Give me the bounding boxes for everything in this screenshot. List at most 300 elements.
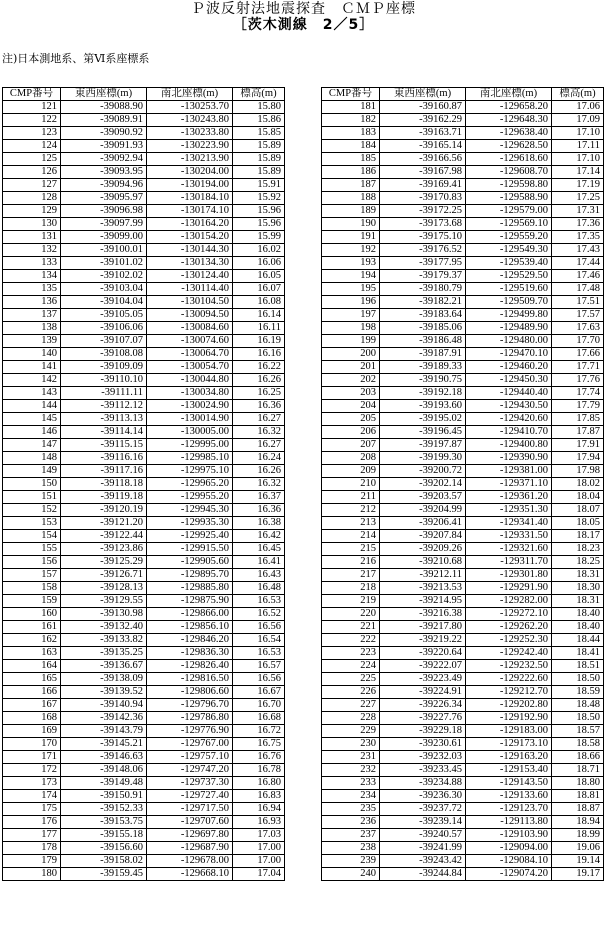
northing-cell: -130194.00 xyxy=(147,179,233,192)
northing-cell: -129836.30 xyxy=(147,647,233,660)
northing-cell: -129400.80 xyxy=(466,439,552,452)
cmp-number-cell: 151 xyxy=(3,491,61,504)
table-row xyxy=(322,218,604,231)
table-row xyxy=(3,322,285,335)
easting-cell: -39214.95 xyxy=(380,595,466,608)
elevation-cell: 18.99 xyxy=(552,829,604,842)
table-row xyxy=(3,270,285,283)
easting-cell: -39160.87 xyxy=(380,101,466,114)
northing-cell: -130114.40 xyxy=(147,283,233,296)
table-row xyxy=(3,413,285,426)
elevation-cell: 17.43 xyxy=(552,244,604,257)
cmp-number-cell: 219 xyxy=(322,595,380,608)
northing-cell: -130243.80 xyxy=(147,114,233,127)
elevation-cell: 16.43 xyxy=(233,569,285,582)
northing-cell: -129440.40 xyxy=(466,387,552,400)
easting-cell: -39150.91 xyxy=(61,790,147,803)
northing-cell: -129341.40 xyxy=(466,517,552,530)
northing-cell: -129450.30 xyxy=(466,374,552,387)
elevation-cell: 17.00 xyxy=(233,842,285,855)
easting-cell: -39212.11 xyxy=(380,569,466,582)
easting-cell: -39142.36 xyxy=(61,712,147,725)
easting-cell: -39190.75 xyxy=(380,374,466,387)
elevation-cell: 18.31 xyxy=(552,569,604,582)
cmp-number-cell: 146 xyxy=(3,426,61,439)
northing-cell: -129806.60 xyxy=(147,686,233,699)
northing-cell: -129757.10 xyxy=(147,751,233,764)
easting-cell: -39095.97 xyxy=(61,192,147,205)
cmp-number-cell: 225 xyxy=(322,673,380,686)
table-row xyxy=(3,738,285,751)
northing-cell: -130134.30 xyxy=(147,257,233,270)
easting-cell: -39230.61 xyxy=(380,738,466,751)
northing-cell: -129480.00 xyxy=(466,335,552,348)
elevation-cell: 16.67 xyxy=(233,686,285,699)
elevation-cell: 16.78 xyxy=(233,764,285,777)
page-subtitle: ［茨木測線 2／5］ xyxy=(232,17,375,33)
easting-cell: -39207.84 xyxy=(380,530,466,543)
cmp-number-cell: 184 xyxy=(322,140,380,153)
table-row xyxy=(322,738,604,751)
cmp-number-cell: 221 xyxy=(322,621,380,634)
northing-cell: -129470.10 xyxy=(466,348,552,361)
table-row xyxy=(322,491,604,504)
cmp-number-cell: 131 xyxy=(3,231,61,244)
easting-cell: -39114.14 xyxy=(61,426,147,439)
cmp-number-cell: 207 xyxy=(322,439,380,452)
easting-cell: -39115.15 xyxy=(61,439,147,452)
table-row xyxy=(322,452,604,465)
easting-cell: -39120.19 xyxy=(61,504,147,517)
cmp-number-cell: 141 xyxy=(3,361,61,374)
easting-cell: -39143.79 xyxy=(61,725,147,738)
elevation-cell: 16.27 xyxy=(233,413,285,426)
elevation-cell: 16.48 xyxy=(233,582,285,595)
table-row xyxy=(3,829,285,842)
table-row xyxy=(322,153,604,166)
easting-cell: -39176.52 xyxy=(380,244,466,257)
elevation-cell: 16.53 xyxy=(233,647,285,660)
easting-cell: -39197.87 xyxy=(380,439,466,452)
table-row xyxy=(3,855,285,868)
cmp-number-cell: 134 xyxy=(3,270,61,283)
table-row xyxy=(322,439,604,452)
northing-cell: -129925.40 xyxy=(147,530,233,543)
easting-cell: -39122.44 xyxy=(61,530,147,543)
cmp-number-cell: 140 xyxy=(3,348,61,361)
table-row xyxy=(322,374,604,387)
table-row xyxy=(3,114,285,127)
table-row xyxy=(322,322,604,335)
easting-cell: -39156.60 xyxy=(61,842,147,855)
elevation-cell: 16.19 xyxy=(233,335,285,348)
table-row xyxy=(3,257,285,270)
cmp-number-cell: 135 xyxy=(3,283,61,296)
elevation-cell: 17.76 xyxy=(552,374,604,387)
elevation-cell: 17.10 xyxy=(552,127,604,140)
northing-cell: -130074.60 xyxy=(147,335,233,348)
table-row xyxy=(322,361,604,374)
table-row xyxy=(3,400,285,413)
northing-cell: -129856.10 xyxy=(147,621,233,634)
easting-cell: -39210.68 xyxy=(380,556,466,569)
table-row xyxy=(3,348,285,361)
easting-cell: -39209.26 xyxy=(380,543,466,556)
cmp-number-cell: 145 xyxy=(3,413,61,426)
header-easting: 東西座標(m) xyxy=(61,88,147,101)
elevation-cell: 16.05 xyxy=(233,270,285,283)
easting-cell: -39125.29 xyxy=(61,556,147,569)
easting-cell: -39110.10 xyxy=(61,374,147,387)
easting-cell: -39149.48 xyxy=(61,777,147,790)
elevation-cell: 16.38 xyxy=(233,517,285,530)
easting-cell: -39236.30 xyxy=(380,790,466,803)
table-row xyxy=(3,179,285,192)
cmp-number-cell: 189 xyxy=(322,205,380,218)
northing-cell: -129262.20 xyxy=(466,621,552,634)
table-row xyxy=(3,621,285,634)
table-row xyxy=(3,101,285,114)
easting-cell: -39237.72 xyxy=(380,803,466,816)
northing-cell: -129371.10 xyxy=(466,478,552,491)
easting-cell: -39204.99 xyxy=(380,504,466,517)
table-row xyxy=(3,569,285,582)
northing-cell: -129846.20 xyxy=(147,634,233,647)
cmp-number-cell: 192 xyxy=(322,244,380,257)
table-row xyxy=(3,816,285,829)
easting-cell: -39220.64 xyxy=(380,647,466,660)
table-row xyxy=(3,218,285,231)
cmp-number-cell: 200 xyxy=(322,348,380,361)
easting-cell: -39135.25 xyxy=(61,647,147,660)
northing-cell: -129361.20 xyxy=(466,491,552,504)
northing-cell: -129875.90 xyxy=(147,595,233,608)
cmp-number-cell: 213 xyxy=(322,517,380,530)
table-row xyxy=(322,543,604,556)
elevation-cell: 15.86 xyxy=(233,114,285,127)
northing-cell: -129915.50 xyxy=(147,543,233,556)
elevation-cell: 17.66 xyxy=(552,348,604,361)
cmp-number-cell: 169 xyxy=(3,725,61,738)
cmp-number-cell: 175 xyxy=(3,803,61,816)
elevation-cell: 18.41 xyxy=(552,647,604,660)
table-row xyxy=(322,205,604,218)
elevation-cell: 19.14 xyxy=(552,855,604,868)
table-row xyxy=(322,101,604,114)
easting-cell: -39241.99 xyxy=(380,842,466,855)
cmp-number-cell: 216 xyxy=(322,556,380,569)
elevation-cell: 16.02 xyxy=(233,244,285,257)
cmp-number-cell: 212 xyxy=(322,504,380,517)
table-row xyxy=(322,569,604,582)
table-row xyxy=(322,712,604,725)
easting-cell: -39111.11 xyxy=(61,387,147,400)
easting-cell: -39177.95 xyxy=(380,257,466,270)
northing-cell: -129519.60 xyxy=(466,283,552,296)
northing-cell: -129084.10 xyxy=(466,855,552,868)
cmp-number-cell: 232 xyxy=(322,764,380,777)
easting-cell: -39158.02 xyxy=(61,855,147,868)
elevation-cell: 16.45 xyxy=(233,543,285,556)
elevation-cell: 18.44 xyxy=(552,634,604,647)
table-row xyxy=(3,465,285,478)
easting-cell: -39226.34 xyxy=(380,699,466,712)
cmp-number-cell: 193 xyxy=(322,257,380,270)
elevation-cell: 18.50 xyxy=(552,712,604,725)
cmp-number-cell: 186 xyxy=(322,166,380,179)
easting-cell: -39183.64 xyxy=(380,309,466,322)
cmp-number-cell: 164 xyxy=(3,660,61,673)
northing-cell: -129489.90 xyxy=(466,322,552,335)
cmp-number-cell: 178 xyxy=(3,842,61,855)
table-row xyxy=(322,504,604,517)
elevation-cell: 16.26 xyxy=(233,374,285,387)
northing-cell: -129381.00 xyxy=(466,465,552,478)
easting-cell: -39097.99 xyxy=(61,218,147,231)
table-row xyxy=(322,855,604,868)
elevation-cell: 17.19 xyxy=(552,179,604,192)
cmp-number-cell: 187 xyxy=(322,179,380,192)
elevation-cell: 15.91 xyxy=(233,179,285,192)
cmp-number-cell: 147 xyxy=(3,439,61,452)
northing-cell: -129885.80 xyxy=(147,582,233,595)
elevation-cell: 16.42 xyxy=(233,530,285,543)
easting-cell: -39107.07 xyxy=(61,335,147,348)
table-row xyxy=(322,127,604,140)
table-row xyxy=(322,621,604,634)
northing-cell: -129628.50 xyxy=(466,140,552,153)
cmp-number-cell: 168 xyxy=(3,712,61,725)
table-row xyxy=(322,686,604,699)
table-row xyxy=(322,517,604,530)
northing-cell: -129103.90 xyxy=(466,829,552,842)
table-row xyxy=(3,166,285,179)
northing-cell: -129975.10 xyxy=(147,465,233,478)
elevation-cell: 18.40 xyxy=(552,621,604,634)
elevation-cell: 17.98 xyxy=(552,465,604,478)
cmp-number-cell: 143 xyxy=(3,387,61,400)
cmp-number-cell: 210 xyxy=(322,478,380,491)
easting-cell: -39088.90 xyxy=(61,101,147,114)
easting-cell: -39094.96 xyxy=(61,179,147,192)
table-row xyxy=(322,803,604,816)
easting-cell: -39132.40 xyxy=(61,621,147,634)
northing-cell: -129529.50 xyxy=(466,270,552,283)
cmp-number-cell: 180 xyxy=(3,868,61,881)
table-row xyxy=(3,764,285,777)
cmp-number-cell: 124 xyxy=(3,140,61,153)
northing-cell: -129094.00 xyxy=(466,842,552,855)
elevation-cell: 18.94 xyxy=(552,816,604,829)
elevation-cell: 17.46 xyxy=(552,270,604,283)
table-row xyxy=(322,335,604,348)
easting-cell: -39162.29 xyxy=(380,114,466,127)
northing-cell: -129212.70 xyxy=(466,686,552,699)
table-row xyxy=(3,335,285,348)
elevation-cell: 16.06 xyxy=(233,257,285,270)
easting-cell: -39155.18 xyxy=(61,829,147,842)
cmp-number-cell: 230 xyxy=(322,738,380,751)
cmp-table-left xyxy=(2,87,285,881)
cmp-number-cell: 155 xyxy=(3,543,61,556)
table-row xyxy=(322,868,604,881)
table-row xyxy=(322,140,604,153)
easting-cell: -39105.05 xyxy=(61,309,147,322)
northing-cell: -129985.10 xyxy=(147,452,233,465)
northing-cell: -129143.50 xyxy=(466,777,552,790)
easting-cell: -39234.88 xyxy=(380,777,466,790)
northing-cell: -129658.20 xyxy=(466,101,552,114)
northing-cell: -129697.80 xyxy=(147,829,233,842)
cmp-number-cell: 224 xyxy=(322,660,380,673)
easting-cell: -39165.14 xyxy=(380,140,466,153)
easting-cell: -39222.07 xyxy=(380,660,466,673)
easting-cell: -39136.67 xyxy=(61,660,147,673)
easting-cell: -39187.91 xyxy=(380,348,466,361)
northing-cell: -129222.60 xyxy=(466,673,552,686)
northing-cell: -129559.20 xyxy=(466,231,552,244)
cmp-number-cell: 136 xyxy=(3,296,61,309)
table-row xyxy=(3,283,285,296)
elevation-cell: 16.56 xyxy=(233,621,285,634)
table-row xyxy=(322,582,604,595)
cmp-number-cell: 158 xyxy=(3,582,61,595)
elevation-cell: 18.59 xyxy=(552,686,604,699)
cmp-number-cell: 152 xyxy=(3,504,61,517)
northing-cell: -129509.70 xyxy=(466,296,552,309)
cmp-number-cell: 194 xyxy=(322,270,380,283)
table-row xyxy=(3,387,285,400)
table-row xyxy=(3,686,285,699)
cmp-number-cell: 240 xyxy=(322,868,380,881)
elevation-cell: 16.54 xyxy=(233,634,285,647)
elevation-cell: 15.92 xyxy=(233,192,285,205)
easting-cell: -39091.93 xyxy=(61,140,147,153)
elevation-cell: 17.10 xyxy=(552,153,604,166)
table-row xyxy=(322,413,604,426)
header-northing: 南北座標(m) xyxy=(466,88,552,101)
elevation-cell: 16.22 xyxy=(233,361,285,374)
cmp-number-cell: 228 xyxy=(322,712,380,725)
northing-cell: -130184.10 xyxy=(147,192,233,205)
easting-cell: -39167.98 xyxy=(380,166,466,179)
easting-cell: -39203.57 xyxy=(380,491,466,504)
easting-cell: -39243.42 xyxy=(380,855,466,868)
easting-cell: -39227.76 xyxy=(380,712,466,725)
easting-cell: -39140.94 xyxy=(61,699,147,712)
easting-cell: -39092.94 xyxy=(61,153,147,166)
elevation-cell: 16.11 xyxy=(233,322,285,335)
easting-cell: -39224.91 xyxy=(380,686,466,699)
cmp-number-cell: 156 xyxy=(3,556,61,569)
easting-cell: -39101.02 xyxy=(61,257,147,270)
table-row xyxy=(3,595,285,608)
northing-cell: -129866.00 xyxy=(147,608,233,621)
northing-cell: -129905.60 xyxy=(147,556,233,569)
table-row xyxy=(3,543,285,556)
cmp-number-cell: 138 xyxy=(3,322,61,335)
easting-cell: -39240.57 xyxy=(380,829,466,842)
easting-cell: -39123.86 xyxy=(61,543,147,556)
table-row xyxy=(3,491,285,504)
cmp-number-cell: 132 xyxy=(3,244,61,257)
elevation-cell: 17.79 xyxy=(552,400,604,413)
easting-cell: -39108.08 xyxy=(61,348,147,361)
elevation-cell: 16.25 xyxy=(233,387,285,400)
table-row xyxy=(322,478,604,491)
northing-cell: -130054.70 xyxy=(147,361,233,374)
elevation-cell: 16.53 xyxy=(233,595,285,608)
northing-cell: -129678.00 xyxy=(147,855,233,868)
cmp-number-cell: 191 xyxy=(322,231,380,244)
easting-cell: -39206.41 xyxy=(380,517,466,530)
easting-cell: -39216.38 xyxy=(380,608,466,621)
table-row xyxy=(322,530,604,543)
elevation-cell: 15.89 xyxy=(233,140,285,153)
cmp-number-cell: 163 xyxy=(3,647,61,660)
table-row xyxy=(3,504,285,517)
cmp-number-cell: 133 xyxy=(3,257,61,270)
easting-cell: -39119.18 xyxy=(61,491,147,504)
table-row xyxy=(322,465,604,478)
elevation-cell: 18.17 xyxy=(552,530,604,543)
northing-cell: -129707.60 xyxy=(147,816,233,829)
table-row xyxy=(3,725,285,738)
elevation-cell: 17.35 xyxy=(552,231,604,244)
elevation-cell: 17.09 xyxy=(552,114,604,127)
northing-cell: -129648.30 xyxy=(466,114,552,127)
elevation-cell: 15.99 xyxy=(233,231,285,244)
elevation-cell: 18.05 xyxy=(552,517,604,530)
elevation-cell: 17.87 xyxy=(552,426,604,439)
easting-cell: -39166.56 xyxy=(380,153,466,166)
elevation-cell: 16.16 xyxy=(233,348,285,361)
cmp-number-cell: 190 xyxy=(322,218,380,231)
table-row xyxy=(3,244,285,257)
elevation-cell: 18.04 xyxy=(552,491,604,504)
easting-cell: -39179.37 xyxy=(380,270,466,283)
table-row xyxy=(322,595,604,608)
elevation-cell: 16.41 xyxy=(233,556,285,569)
cmp-number-cell: 233 xyxy=(322,777,380,790)
table-row xyxy=(322,790,604,803)
table-row xyxy=(322,179,604,192)
easting-cell: -39217.80 xyxy=(380,621,466,634)
easting-cell: -39195.02 xyxy=(380,413,466,426)
elevation-cell: 18.87 xyxy=(552,803,604,816)
northing-cell: -130174.10 xyxy=(147,205,233,218)
northing-cell: -130094.50 xyxy=(147,309,233,322)
cmp-number-cell: 177 xyxy=(3,829,61,842)
elevation-cell: 18.30 xyxy=(552,582,604,595)
cmp-number-cell: 174 xyxy=(3,790,61,803)
elevation-cell: 18.80 xyxy=(552,777,604,790)
table-row xyxy=(322,400,604,413)
header-elevation: 標高(m) xyxy=(233,88,285,101)
table-row xyxy=(3,634,285,647)
cmp-number-cell: 196 xyxy=(322,296,380,309)
table-row xyxy=(322,114,604,127)
northing-cell: -129995.00 xyxy=(147,439,233,452)
cmp-number-cell: 183 xyxy=(322,127,380,140)
elevation-cell: 18.25 xyxy=(552,556,604,569)
elevation-cell: 17.94 xyxy=(552,452,604,465)
table-row xyxy=(3,478,285,491)
northing-cell: -129747.20 xyxy=(147,764,233,777)
table-row xyxy=(3,842,285,855)
elevation-cell: 17.91 xyxy=(552,439,604,452)
cmp-number-cell: 226 xyxy=(322,686,380,699)
